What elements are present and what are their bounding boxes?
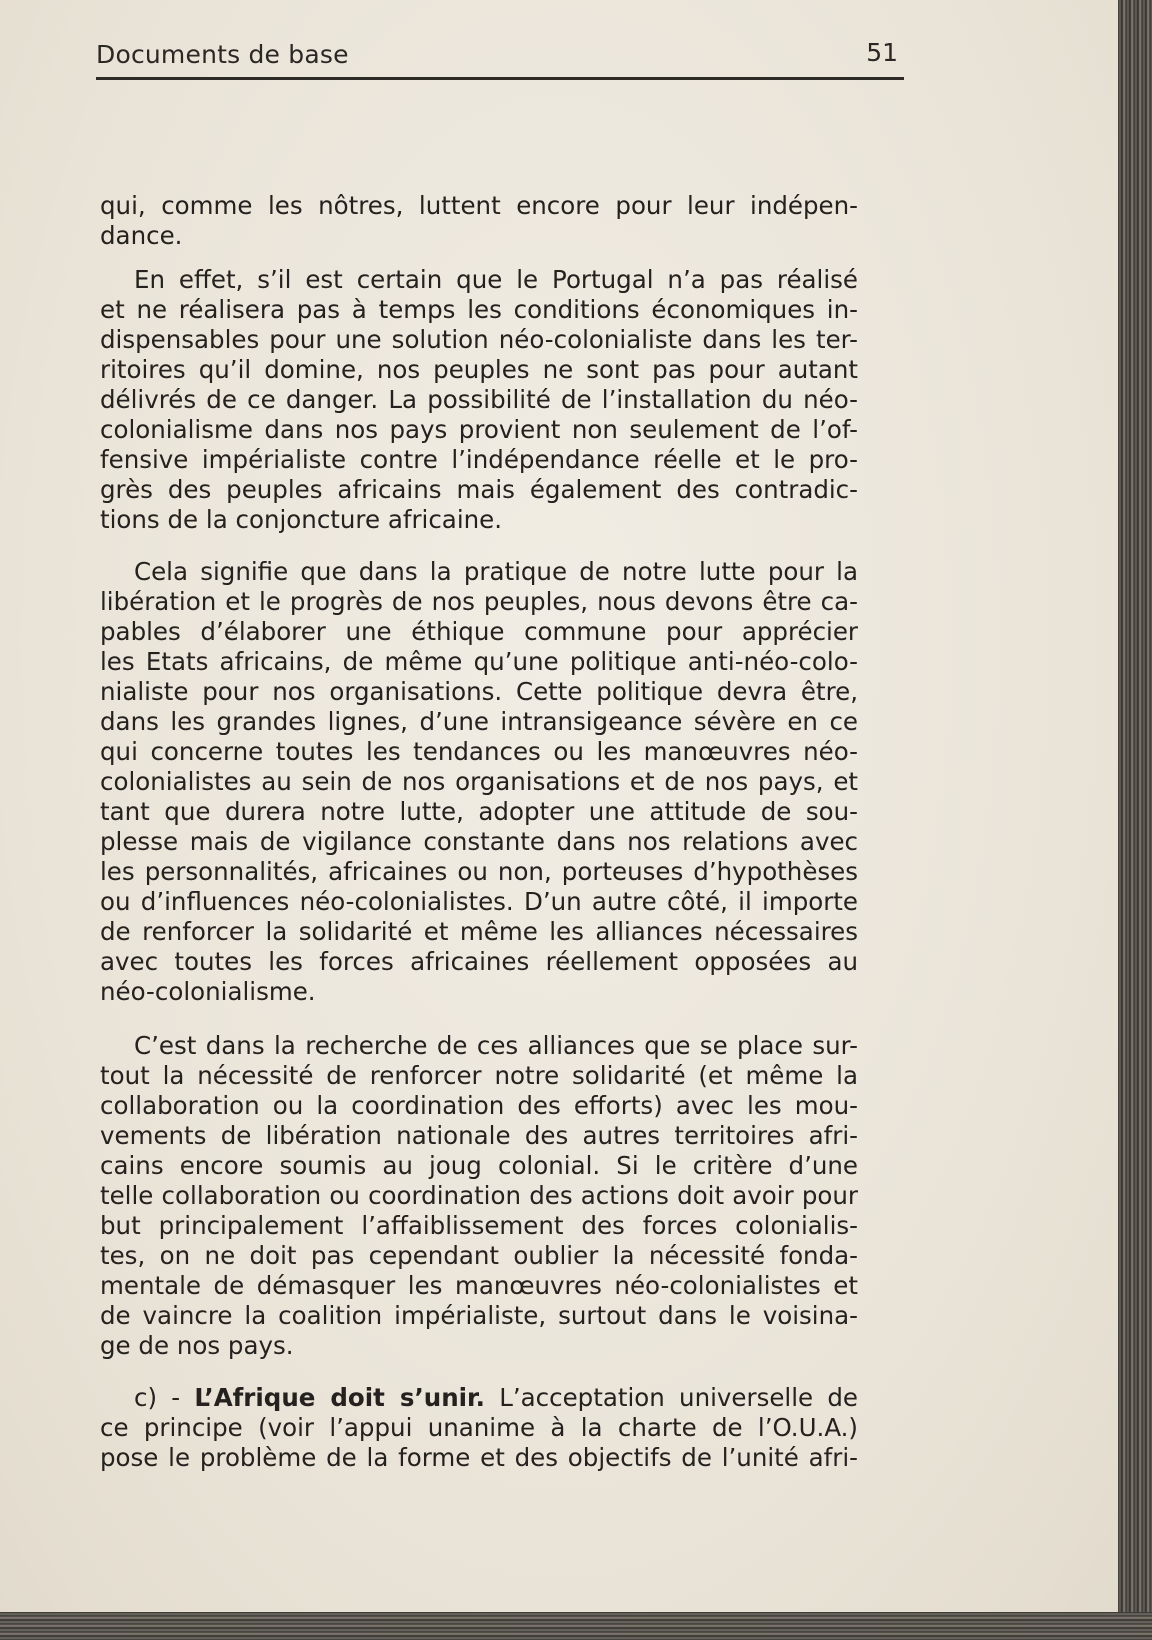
text-line: ritoires qu’il domine, nos peuples ne sont pas pour autant <box>100 355 858 384</box>
text-line: nialiste pour nos organisations. Cette politique devra être, <box>100 677 858 706</box>
text-line: les Etats africains, de même qu’une politique anti-néo-colo- <box>100 647 858 676</box>
text-line: Cela signifie que dans la pratique de notre lutte pour la <box>134 557 858 586</box>
text-line: délivrés de ce danger. La possibilité de l’installation du néo- <box>100 385 858 414</box>
text-line: plesse mais de vigilance constante dans nos relations avec <box>100 827 858 856</box>
text-line: ce principe (voir l’appui unanime à la charte de l’O.U.A.) <box>100 1413 858 1442</box>
text-line: avec toutes les forces africaines réellement opposées au <box>100 947 858 976</box>
text-line: colonialisme dans nos pays provient non seulement de l’of- <box>100 415 858 444</box>
text-line: colonialistes au sein de nos organisations et de nos pays, et <box>100 767 858 796</box>
book-bottom-edge <box>0 1612 1152 1640</box>
text-line: telle collaboration ou coordination des actions doit avoir pour <box>100 1181 858 1210</box>
text-line: vements de libération nationale des autres territoires afri- <box>100 1121 858 1150</box>
text-line: but principalement l’affaiblissement des forces colonialis- <box>100 1211 858 1240</box>
section-marker: c) - <box>134 1383 195 1412</box>
text-line: pose le problème de la forme et des objectifs de l’unité afri- <box>100 1443 858 1472</box>
text-line: grès des peuples africains mais également des contradic- <box>100 475 858 504</box>
text-line: tant que durera notre lutte, adopter une attitude de sou- <box>100 797 858 826</box>
text-line: fensive impérialiste contre l’indépendance réelle et le pro- <box>100 445 858 474</box>
text-line: mentale de démasquer les manœuvres néo-colonialistes et <box>100 1271 858 1300</box>
text-line: dans les grandes lignes, d’une intransigeance sévère en ce <box>100 707 858 736</box>
text-line: qui, comme les nôtres, luttent encore pour leur indépen- <box>100 191 858 220</box>
text-line: En effet, s’il est certain que le Portugal n’a pas réalisé <box>134 265 858 294</box>
text-line: néo-colonialisme. <box>100 977 316 1006</box>
text-line: tes, on ne doit pas cependant oublier la nécessité fonda- <box>100 1241 858 1270</box>
text-line: cains encore soumis au joug colonial. Si le critère d’une <box>100 1151 858 1180</box>
text-line: C’est dans la recherche de ces alliances que se place sur- <box>134 1031 858 1060</box>
section-heading: L’Afrique doit s’unir. <box>194 1383 485 1412</box>
text-line: dispensables pour une solution néo-colonialiste dans les ter- <box>100 325 858 354</box>
book-binding-edge <box>1118 0 1152 1640</box>
page-number: 51 <box>866 38 898 67</box>
text-line: collaboration ou la coordination des efforts) avec les mou- <box>100 1091 858 1120</box>
text-line: tout la nécessité de renforcer notre solidarité (et même la <box>100 1061 858 1090</box>
text-line: pables d’élaborer une éthique commune pour apprécier <box>100 617 858 646</box>
text-line: dance. <box>100 221 183 250</box>
text-line: ou d’influences néo-colonialistes. D’un autre côté, il importe <box>100 887 858 916</box>
text-line: libération et le progrès de nos peuples, nous devons être ca- <box>100 587 858 616</box>
section-heading-continuation: L’acceptation universelle de <box>484 1383 858 1412</box>
text-line: ge de nos pays. <box>100 1331 294 1360</box>
text-line: et ne réalisera pas à temps les conditions économiques in- <box>100 295 858 324</box>
section-heading-line <box>134 1383 858 1413</box>
text-line: les personnalités, africaines ou non, porteuses d’hypothèses <box>100 857 858 886</box>
text-line: de vaincre la coalition impérialiste, surtout dans le voisina- <box>100 1301 858 1330</box>
running-head-title: Documents de base <box>96 40 349 69</box>
text-line: de renforcer la solidarité et même les alliances nécessaires <box>100 917 858 946</box>
text-line: tions de la conjoncture africaine. <box>100 505 503 534</box>
text-line: qui concerne toutes les tendances ou les manœuvres néo- <box>100 737 858 766</box>
